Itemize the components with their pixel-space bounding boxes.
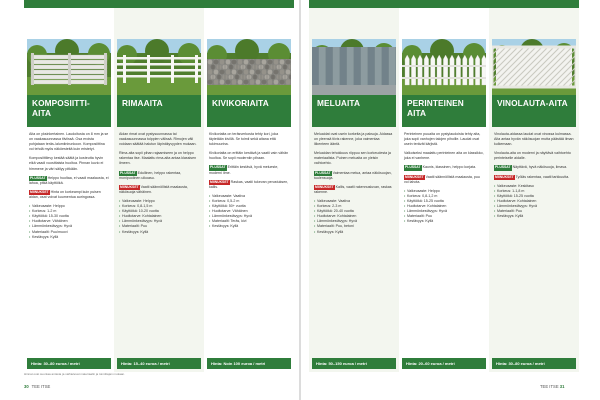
spec-item: • Vaikeusaste: Vaativa (209, 194, 289, 199)
spec-item: • Materiaalit: Puu (494, 209, 574, 214)
fence-photo (492, 39, 576, 95)
plus-paragraph (119, 171, 199, 181)
minus-tag: MIINUKSET (405, 174, 424, 179)
plus-text: Erittäin kestävä, hyvä melueste, moderni ilme. (209, 165, 279, 175)
footer-right-text: TEE ITSE (540, 384, 559, 389)
body-paragraph: Aita on yksinkertainen. Laudoitusta on 8 mm ja se on vaakasuunnassa tiiviissä. Osa eroista pohjataan teräs-/alumiinirunkoon. Komposiittina voi tehdä myös näköesteitä kuin eristetyt. (29, 132, 109, 152)
spec-item: • Kestävyys: Kyllä (119, 230, 199, 235)
page-number-right: 31 (559, 384, 565, 389)
fence-column (114, 0, 204, 372)
spec-item: • Huoltotarve: Kohtalainen (494, 199, 574, 204)
fence-column (309, 0, 399, 372)
spec-list (494, 184, 574, 220)
spec-item: • Korkeus: 1-2 m (29, 209, 109, 214)
column-body (314, 132, 394, 235)
minus-tag: MIINUKSET (120, 184, 139, 189)
price-bar: Hinta: 30–80 euroa / metri (492, 358, 576, 369)
spec-item: • Materiaalit: Puu (404, 214, 484, 219)
fence-column (24, 0, 114, 372)
plus-text: Näyttävä, hyvä näkösuoja, ilmava. (512, 165, 568, 170)
column-title: KOMPOSIITTI-AITA (27, 95, 111, 127)
spec-item: • Vaikeusaste: Keskitaso (494, 184, 574, 189)
spec-item: • Käyttöikä: 15-25 vuotta (404, 199, 484, 204)
minus-text: Raskas, vaatii tukevan perustuksen, kallis. (209, 179, 289, 189)
spec-item: • Materiaalit: Teräs, kivi (209, 219, 289, 224)
body-paragraph: Valkoiseksi maalattu perinteinen aita on klassikko, joka ei vanhene. (404, 151, 484, 161)
spec-item: • Kestävyys: Kyllä (29, 235, 109, 240)
fence-photo (117, 39, 201, 95)
spec-item: • Vaikeusaste: Helppo (29, 204, 109, 209)
body-paragraph: Aidan rimat ovat pystysuunnassa tai vaakasuunnassa tolppien välissä. Rimojen väli voidaan säätää halutun läpinäkyvyyden mukaan. (119, 132, 197, 147)
column-body (404, 132, 484, 224)
column-body (29, 132, 109, 240)
plus-paragraph (314, 171, 394, 181)
spec-item: • Korkeus: 0,5-2 m (209, 199, 289, 204)
spec-item: • Lämmönkestävyys: Hyvä (494, 204, 574, 209)
fence-photo (402, 39, 486, 95)
price-bar: Hinta: 20–60 euroa / metri (402, 358, 486, 369)
plus-text: Helppo huoltaa, ei vaadi maalausta, ei lahoa, pitkä käyttöikä. (29, 175, 109, 185)
spec-item: • Vaikeusaste: Helppo (404, 189, 484, 194)
footer-left-text: TEE ITSE (31, 384, 51, 389)
minus-text: Työläs rakentaa, vaatii tarkkuutta. (515, 174, 570, 179)
column-title: MELUAITA (312, 95, 396, 127)
plus-paragraph (209, 165, 289, 175)
plus-text: Kaunis, klassinen, helppo korjata. (422, 165, 477, 170)
plus-paragraph (29, 176, 109, 186)
spec-item: • Käyttöikä: 15-30 vuotta (29, 214, 109, 219)
spec-list (404, 189, 484, 225)
price-bar: Hinta: 30–80 euroa / metri (27, 358, 111, 369)
spec-item: • Kestävyys: Kyllä (404, 219, 484, 224)
plus-tag: PLUSSAT (495, 165, 511, 170)
page-number-left: 30 (24, 384, 29, 389)
spec-item: • Käyttöikä: 10-20 vuotta (119, 209, 199, 214)
spec-item: • Kestävyys: Kyllä (494, 214, 574, 219)
body-paragraph: Meluaidan tehokkuus riippuu sen korkeudesta ja materiaalista. Puinen meluaita on yleisin vaihtoehto. (314, 151, 391, 166)
body-paragraph: Vinolauta-aita on moderni ja näyttävä vaihtoehto perinteiselle aidalle. (494, 151, 571, 161)
minus-text: Vaatii säännöllistä maalausta, puu voi lahota. (404, 174, 480, 184)
fence-photo (312, 39, 396, 95)
spec-item: • Vaikeusaste: Vaativa (314, 199, 394, 204)
fence-column (204, 0, 294, 372)
minus-text: Hinta on korkeampi kuin puisen aidan, osat voivat kuumentua auringossa. (29, 189, 101, 199)
spec-item: • Lämmönkestävyys: Hyvä (209, 214, 289, 219)
minus-paragraph (494, 175, 574, 180)
price-bar: Hinta: 50–150 euroa / metri (312, 358, 396, 369)
spec-item: • Lämmönkestävyys: Hyvä (29, 224, 109, 229)
fence-column (399, 0, 489, 372)
column-body (119, 132, 199, 235)
minus-paragraph (119, 185, 199, 195)
plus-paragraph (404, 165, 484, 170)
spec-item: • Käyttöikä: 20-40 vuotta (314, 209, 394, 214)
body-paragraph: Komposiittilevy kestää säätä ja kosteutta hyvin eikä vaadi vuosittaista huoltoa. Pinnan kuvio ei himmene ja väri säilyy pitkään. (29, 156, 104, 171)
spec-item: • Korkeus: 0,8-1,5 m (119, 204, 199, 209)
column-body (209, 132, 289, 230)
body-paragraph: Rima-aita sopii pihan rajaamiseen ja on helppo rakentaa itse. Maalattu rima-aita antaa klassisen ilmeen. (119, 151, 197, 166)
minus-paragraph (29, 190, 109, 200)
spec-item: • Materiaalit: Puu, betoni (314, 224, 394, 229)
spec-item: • Huoltotarve: Kohtalainen (404, 204, 484, 209)
minus-paragraph (404, 175, 484, 185)
minus-tag: MIINUKSET (315, 184, 334, 189)
plus-paragraph (494, 165, 574, 170)
spec-item: • Lämmönkestävyys: Hyvä (404, 209, 484, 214)
spec-item: • Huoltotarve: Kohtalainen (119, 214, 199, 219)
column-body (494, 132, 574, 219)
plus-text: Edullinen, helppo rakentaa, monipuolinen ulkoasu. (119, 170, 182, 180)
body-paragraph: Vinolauta-aidassa laudat ovat vinossa kulmassa. Aita antaa hyvän näkösuojan mutta päästää ilman kulkemaan. (494, 132, 574, 147)
column-title: KIVIKORIAITA (207, 95, 291, 127)
plus-tag: PLUSSAT (30, 175, 46, 180)
spec-item: • Korkeus: 2-3 m (314, 204, 394, 209)
spec-list (119, 199, 199, 235)
page-gutter (299, 0, 301, 400)
fence-column (489, 0, 579, 372)
fence-photo (27, 39, 111, 95)
footer-note: Hinnat ovat suuntaa antavia ja vaihtelevat materiaalin ja toimittajan mukaan. (24, 372, 126, 376)
spec-item: • Korkeus: 0,8-1,2 m (404, 194, 484, 199)
spec-item: • Huoltotarve: Vähäinen (209, 209, 289, 214)
spec-list (209, 194, 289, 230)
column-title: VINOLAUTA-AITA (492, 95, 576, 127)
spec-item: • Lämmönkestävyys: Hyvä (119, 219, 199, 224)
column-title: PERINTEINEN AITA (402, 95, 486, 127)
fence-photo (207, 39, 291, 95)
plus-tag: PLUSSAT (210, 165, 226, 170)
minus-tag: MIINUKSET (495, 174, 514, 179)
body-paragraph: Perinteinen puuaita on pystylaudoista tehty aita, joka sopii vanhojen talojen pihoille. Laudat ovat usein terävät kärjistä. (404, 132, 481, 147)
minus-text: Kallis, vaatii rakennusluvan, raskas rakenne. (314, 184, 392, 194)
column-title: RIMAAITA (117, 95, 201, 127)
body-paragraph: Meluaidat ovat usein korkeita ja paksuja. Aidassa on yleensä tiivis rakenne, joka vaimentaa liikenteen ääntä. (314, 132, 393, 147)
price-bar: Hinta: Noin 100 euroa / metri (207, 358, 291, 369)
minus-paragraph (314, 185, 394, 195)
footer-right (540, 384, 567, 389)
plus-text: Vaimentaa melua, antaa näkösuojan, tuulensuoja. (314, 170, 392, 180)
spec-item: • Huoltotarve: Vähäinen (29, 219, 109, 224)
spec-list (314, 199, 394, 235)
price-bar: Hinta: 15–40 euroa / metri (117, 358, 201, 369)
plus-tag: PLUSSAT (120, 170, 136, 175)
spec-item: • Kestävyys: Kyllä (314, 230, 394, 235)
spec-item: • Materiaalit: Puu/muovi (29, 230, 109, 235)
spec-item: • Huoltotarve: Kohtalainen (314, 214, 394, 219)
body-paragraph: Kivikoriaita on teräsverkosta tehty kori, joka täytetään kivillä. Se toimii sekä aitana että tukimuurina. (209, 132, 279, 147)
minus-text: Vaatii säännöllistä maalausta, näkösuoja vähäinen. (119, 184, 188, 194)
spec-item: • Korkeus: 1-1,8 m (494, 189, 574, 194)
minus-paragraph (209, 180, 289, 190)
minus-tag: MIINUKSET (30, 189, 49, 194)
spec-item: • Materiaalit: Puu (119, 224, 199, 229)
footer-left (24, 384, 50, 389)
spec-list (29, 204, 109, 240)
body-paragraph: Kivikoriaita on erittäin kestävä ja vaatii vain vähän huoltoa. Se sopii moderniin pihaan. (209, 151, 289, 161)
spec-item: • Vaikeusaste: Helppo (119, 199, 199, 204)
spec-item: • Lämmönkestävyys: Hyvä (314, 219, 394, 224)
spec-item: • Käyttöikä: 15-25 vuotta (494, 194, 574, 199)
spec-item: • Käyttöikä: 50+ vuotta (209, 204, 289, 209)
plus-tag: PLUSSAT (405, 165, 421, 170)
plus-tag: PLUSSAT (315, 170, 331, 175)
minus-tag: MIINUKSET (210, 179, 229, 184)
spec-item: • Kestävyys: Kyllä (209, 224, 289, 229)
